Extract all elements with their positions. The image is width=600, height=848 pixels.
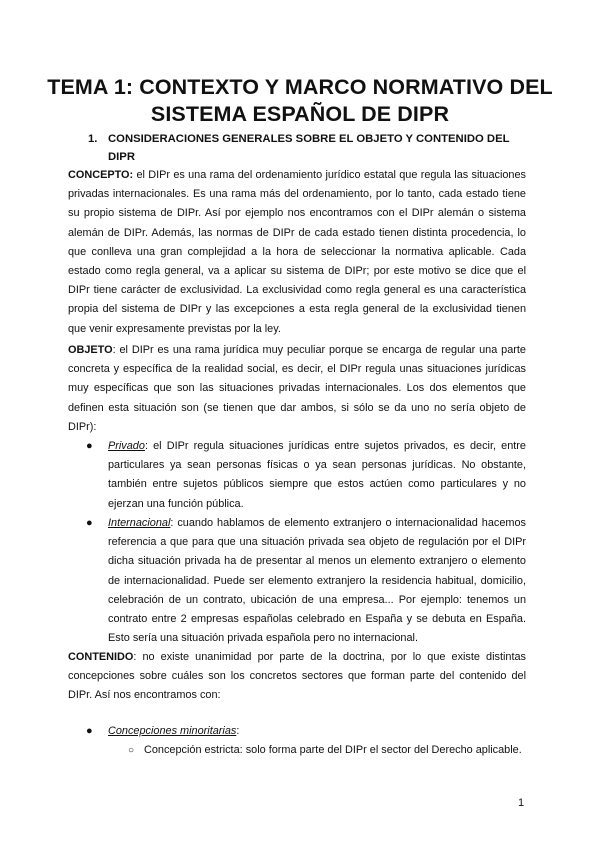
concepto-paragraph <box>68 166 526 339</box>
hollow-bullet-icon: ○ <box>128 745 135 756</box>
contenido-paragraph <box>68 648 526 706</box>
objeto-text: : el DIPr es una rama jurídica muy peculiar porque se encarga de regular una parte concreta y específica de la realidad social, es decir, el DIPr regula unas situaciones jurídicas muy específicas que son las situaciones privadas internacionales. Los dos elementos que definen esta situación son (se tienen que dar ambos, si sólo se da uno no sería objeto de DIPr): <box>68 344 526 433</box>
section-title: CONSIDERACIONES GENERALES SOBRE EL OBJETO Y CONTENIDO DEL DIPR <box>108 133 510 163</box>
privado-text: : el DIPr regula situaciones jurídicas entre sujetos privados, es decir, entre particulares ya sean personas físicas o ya sean personas jurídicas. No obstante, también entre sujetos públicos siempre que estos actúen como particulares y no ejerzan una función pública. <box>108 440 526 510</box>
concepto-label: CONCEPTO: <box>68 169 134 181</box>
bullet-icon: ● <box>86 517 93 529</box>
privado-term: Privado <box>108 440 145 452</box>
list-item-privado <box>108 437 526 514</box>
internacional-text: : cuando hablamos de elemento extranjero o internacionalidad hacemos referencia a que para que una situación privada sea objeto de regulación por el DIPr dicha situación privada ha de presentar al menos un elemento extranjero o elemento de internacionalidad. Puede ser elemento extranjero la residencia habitual, domicilio, celebración de un contrato, ubicación de una empresa... Por ejemplo: tenemos un contrato entre 2 empresas españolas celebrado en España y se debuta en España. Esto sería una situación privada española pero no internacional. <box>108 517 526 645</box>
objeto-label: OBJETO <box>68 344 113 356</box>
concepciones-suffix: : <box>236 725 240 737</box>
internacional-term: Internacional <box>108 517 171 529</box>
contenido-label: CONTENIDO <box>68 651 134 663</box>
section-number: 1. <box>88 133 98 145</box>
section-heading <box>88 130 528 166</box>
page-number: 1 <box>518 797 525 809</box>
bullet-icon: ● <box>86 725 93 737</box>
concepto-text: el DIPr es una rama del ordenamiento jurídico estatal que regula las situaciones privadas internacionales. Es una rama más del ordenamiento, por lo tanto, cada estado tiene su propio sistema de DIPr. Así por ejemplo nos encontramos con el DIPr alemán o sistema alemán de DIPr. Además, las normas de DIPr de cada estado tienen distinta procedencia, lo que conlleva una gran complejidad a la hora de seleccionar la normativa aplicable. Cada estado como regla general, va a aplicar su sistema de DIPr; por este motivo se dice que el DIPr tiene carácter de exclusividad. La exclusividad como regla general es una característica propia del sistema de DIPr y las excepciones a esta regla general de la exclusividad tienen que venir expresamente previstas por la ley. <box>68 169 526 335</box>
concepciones-term: Concepciones minoritarias <box>108 725 237 737</box>
contenido-text: : no existe unanimidad por parte de la doctrina, por lo que existe distintas concepciones sobre cuáles son los concretos sectores que forman parte del contenido del DIPr. Así nos encontramos con: <box>68 651 526 702</box>
page-title: TEMA 1: CONTEXTO Y MARCO NORMATIVO DEL SISTEMA ESPAÑOL DE DIPR <box>47 75 553 126</box>
list-item-internacional <box>108 514 526 648</box>
objeto-paragraph <box>68 341 526 437</box>
sublist-item-estricta: Concepción estricta: solo forma parte del DIPr el sector del Derecho aplicable. <box>144 744 522 756</box>
bullet-icon: ● <box>86 440 93 452</box>
list-item-concepciones <box>108 722 526 741</box>
